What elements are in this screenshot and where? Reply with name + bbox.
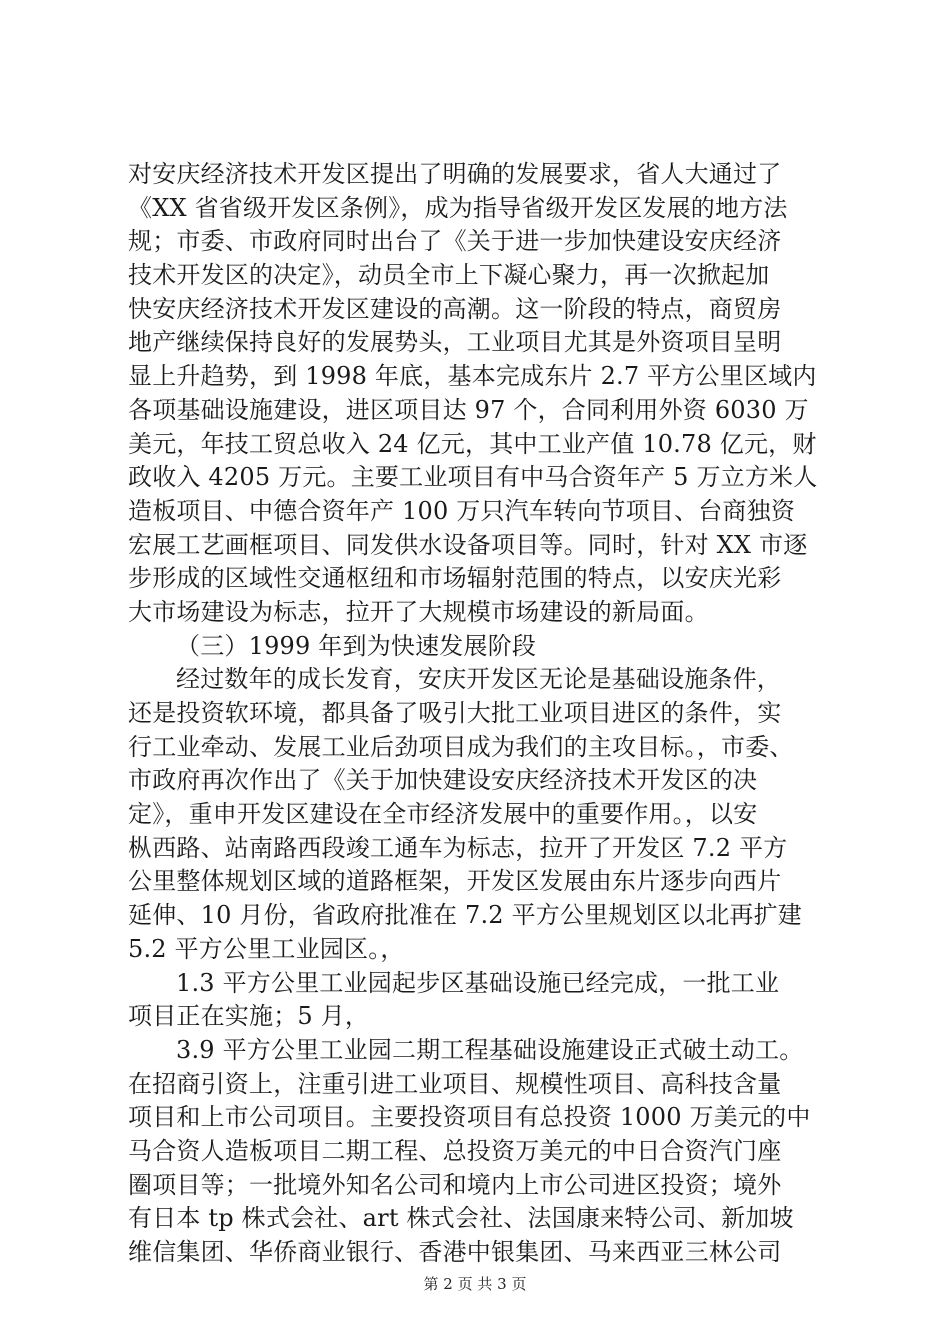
text-line: 5.2 平方公里工业园区。， bbox=[128, 934, 405, 963]
text-line: 圈项目等；一批境外知名公司和境内上市公司进区投资；境外 bbox=[128, 1170, 782, 1199]
text-line: 有日本 tp 株式会社、art 株式会社、法国康来特公司、新加坡 bbox=[128, 1204, 794, 1233]
text-line: 美元，年技工贸总收入 24 亿元，其中工业产值 10.78 亿元，财 bbox=[128, 429, 817, 458]
text-line: 项目和上市公司项目。主要投资项目有总投资 1000 万美元的中 bbox=[128, 1103, 811, 1132]
text-line: 枞西路、站南路西段竣工通车为标志，拉开了开发区 7.2 平方 bbox=[128, 833, 788, 862]
text-line: 技术开发区的决定》，动员全市上下凝心聚力，再一次掀起加 bbox=[128, 261, 770, 290]
text-line: 大市场建设为标志，拉开了大规模市场建设的新局面。 bbox=[128, 597, 709, 626]
text-line: 马合资人造板项目二期工程、总投资万美元的中日合资汽门座 bbox=[128, 1136, 782, 1165]
text-line: 还是投资软环境，都具备了吸引大批工业项目进区的条件，实 bbox=[128, 699, 782, 727]
text-line: （三）1999 年到为快速发展阶段 bbox=[176, 631, 537, 660]
text-line: 项目正在实施；5 月， bbox=[128, 1002, 370, 1031]
text-line: 规；市委、市政府同时出台了《关于进一步加快建设安庆经济 bbox=[128, 227, 782, 256]
text-line: 造板项目、中德合资年产 100 万只汽车转向节项目、台商独资 bbox=[128, 496, 796, 525]
text-line: 显上升趋势，到 1998 年底，基本完成东片 2.7 平方公里区域内 bbox=[128, 362, 817, 391]
text-line: 地产继续保持良好的发展势头，工业项目尤其是外资项目呈明 bbox=[128, 328, 782, 357]
text-line: 快安庆经济技术开发区建设的高潮。这一阶段的特点，商贸房 bbox=[128, 294, 782, 323]
text-line: 经过数年的成长发育，安庆开发区无论是基础设施条件， bbox=[176, 665, 781, 694]
text-line: 在招商引资上，注重引进工业项目、规模性项目、高科技含量 bbox=[128, 1069, 782, 1098]
text-line: 步形成的区域性交通枢纽和市场辐射范围的特点，以安庆光彩 bbox=[128, 564, 782, 593]
text-line: 定》，重申开发区建设在全市经济发展中的重要作用。，以安 bbox=[128, 800, 758, 829]
text-line: 市政府再次作出了《关于加快建设安庆经济技术开发区的决 bbox=[128, 766, 758, 795]
text-line: 政收入 4205 万元。主要工业项目有中马合资年产 5 万立方米人 bbox=[128, 463, 818, 492]
page-footer: 第 2 页 共 3 页 bbox=[423, 1275, 527, 1293]
text-line: 3.9 平方公里工业园二期工程基础设施建设正式破土动工。 bbox=[176, 1035, 804, 1064]
text-line: 《XX 省省级开发区条例》，成为指导省级开发区发展的地方法 bbox=[128, 193, 788, 222]
text-line: 延伸、10 月份，省政府批准在 7.2 平方公里规划区以北再扩建 bbox=[128, 901, 802, 930]
text-line: 1.3 平方公里工业园起步区基础设施已经完成，一批工业 bbox=[176, 968, 780, 997]
text-line: 宏展工艺画框项目、同发供水设备项目等。同时，针对 XX 市逐 bbox=[128, 530, 808, 559]
text-line: 公里整体规划区域的道路框架，开发区发展由东片逐步向西片 bbox=[128, 867, 782, 896]
document-body bbox=[128, 158, 828, 1270]
text-line: 行工业牵动、发展工业后劲项目成为我们的主攻目标。，市委、 bbox=[128, 732, 794, 761]
text-line: 各项基础设施建设，进区项目达 97 个，合同利用外资 6030 万 bbox=[128, 395, 809, 424]
text-line: 维信集团、华侨商业银行、香港中银集团、马来西亚三林公司 bbox=[128, 1238, 782, 1266]
text-line: 对安庆经济技术开发区提出了明确的发展要求，省人大通过了 bbox=[128, 160, 782, 188]
